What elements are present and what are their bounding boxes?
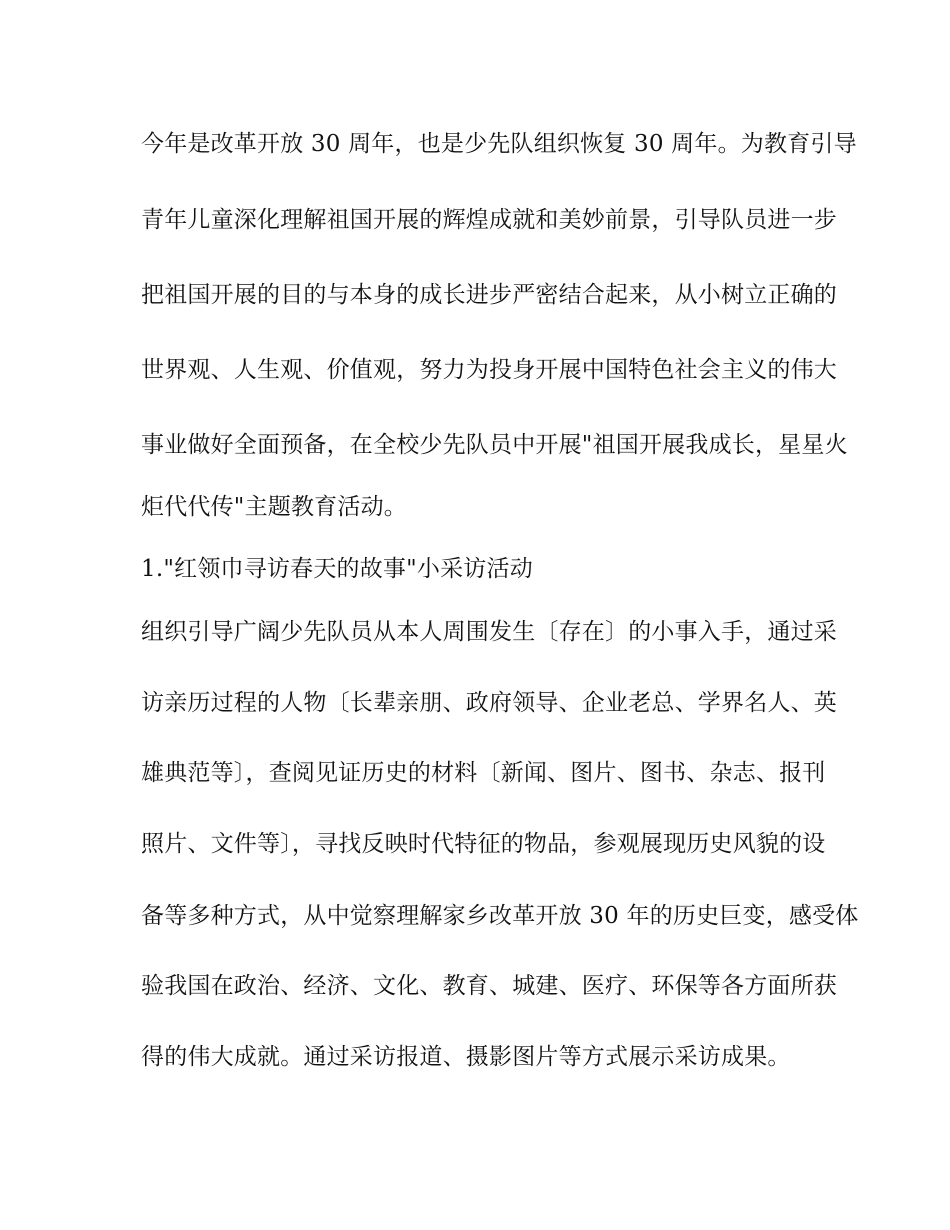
paragraph-2-line-6: 验我国在政治、经济、文化、教育、城建、医疗、环保等各方面所获 (141, 973, 837, 999)
paragraph-1-line-1: 今年是改革开放 30 周年，也是少先队组织恢复 30 周年。为教育引导 (141, 131, 857, 157)
paragraph-2-line-5: 备等多种方式，从中觉察理解家乡改革开放 30 年的历史巨变，感受体 (141, 903, 859, 929)
paragraph-2-line-4: 照片、文件等〕，寻找反映时代特征的物品，参观展现历史风貌的设 (141, 831, 826, 857)
section-heading-1: 1."红领巾寻访春天的故事"小采访活动 (141, 556, 533, 582)
paragraph-1-line-3: 把祖国开展的目的与本身的成长进步严密结合起来，从小树立正确的 (141, 282, 837, 308)
paragraph-1-line-5: 事业做好全面预备，在全校少先队员中开展"祖国开展我成长，星星火 (141, 432, 848, 458)
paragraph-2-line-1: 组织引导广阔少先队员从本人周围发生〔存在〕的小事入手，通过采 (141, 619, 837, 645)
paragraph-2-line-3: 雄典范等〕，查阅见证历史的材料〔新闻、图片、图书、杂志、报刊 (141, 760, 826, 786)
paragraph-1-line-2: 青年儿童深化理解祖国开展的辉煌成就和美妙前景，引导队员进一步 (141, 207, 837, 233)
paragraph-1-line-4: 世界观、人生观、价值观，努力为投身开展中国特色社会主义的伟大 (141, 357, 837, 383)
paragraph-1-line-6: 炬代代传"主题教育活动。 (141, 494, 407, 520)
paragraph-2-line-7: 得的伟大成就。通过采访报道、摄影图片等方式展示采访成果。 (141, 1044, 791, 1070)
paragraph-2-line-2: 访亲历过程的人物〔长辈亲朋、政府领导、企业老总、学界名人、英 (141, 690, 837, 716)
